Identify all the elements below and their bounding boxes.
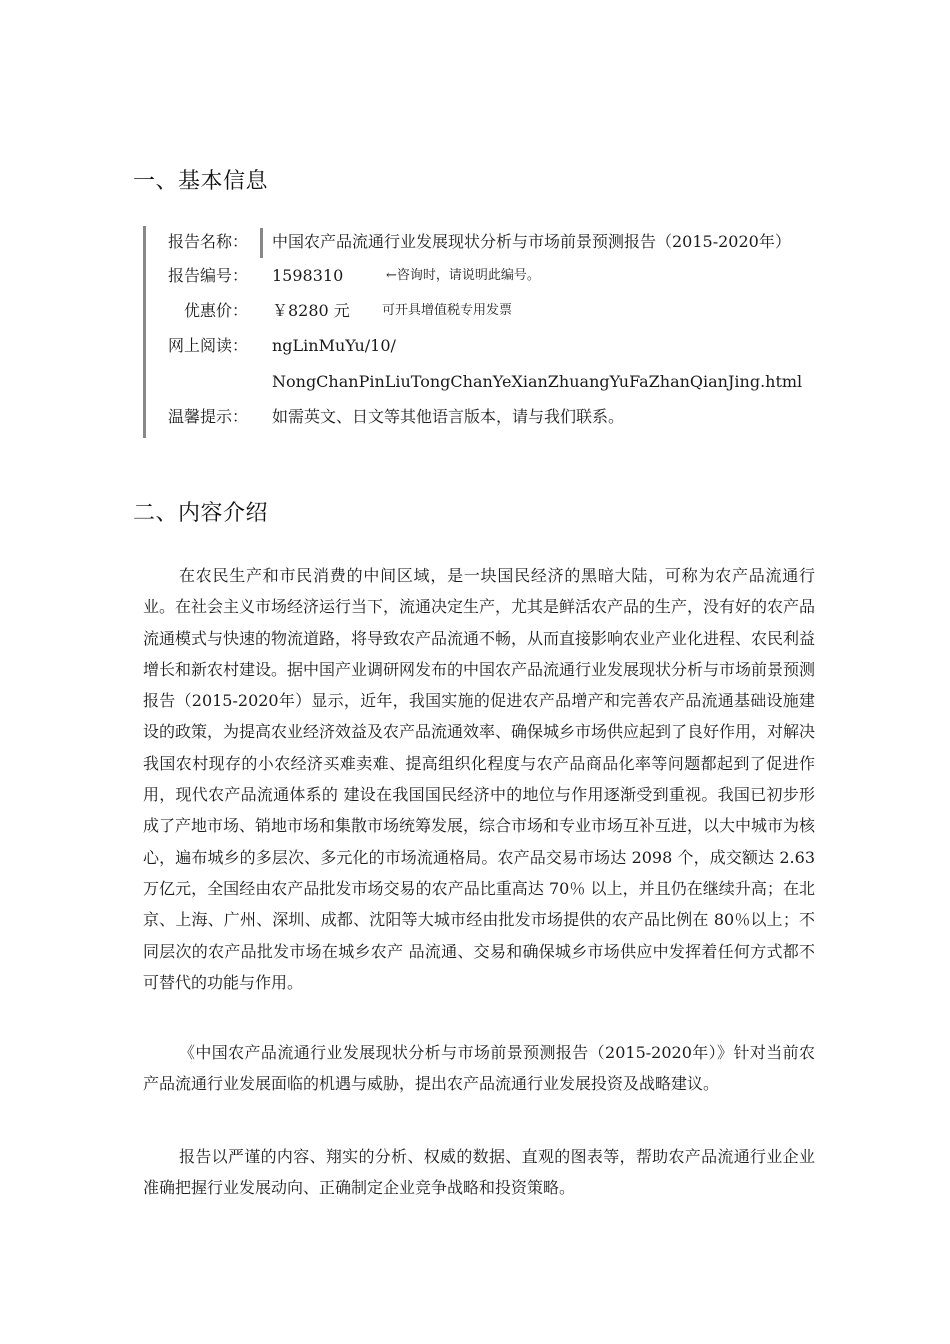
section-heading-content-intro: 二、内容介绍 <box>133 501 269 526</box>
report-name-label: 报告名称： <box>167 232 248 251</box>
intro-paragraph-1: 在农民生产和市民消费的中间区域，是一块国民经济的黑暗大陆，可称为农产品流通行 业。在社会主义市场经济运行当下，流通决定生产，尤其是鲜活农产品的生产，没有好的农产品流通模式与快速的物流道路，将导致农产品流通不畅，从而直接影响农业产业化进程、农民利益增长和新农村建设。据中国产业调研网发布的中国农产品流通行业发展现状分析与市场前景预测报告（2015-2020年）显示，近年，我国实施的促进农产品增产和完善农产品流通基础设施建设的政策，为提高农业经济效益及农产品流通效率、确保城乡市场供应起到了良好作用，对解决我国农村现存的小农经济买难卖难、提高组织化程度与农产品商品化率等问题都起到了促进作用，现代农产品流通体系的 建设在我国国民经济中的地位与作用逐渐受到重视。我国已初步形成了产地市场、销地市场和集散市场统筹发展，综合市场和专业市场互补互进，以大中城市为核 心，遍布城乡的多层次、多元化的市场流通格局。农产品交易市场达 2098 个，成交额达 2.63 万亿元，全国经由农产品批发市场交易的农产品比重高达 70％ 以上，并且仍在继续升高；在北京、上海、广州、深圳、成都、沈阳等大城市经由批发市场提供的农产品比例在 80％以上；不同层次的农产品批发市场在城乡农产 品流通、交易和确保城乡市场供应中发挥着任何方式都不可替代的功能与作用。 <box>143 566 816 992</box>
tip-label: 温馨提示： <box>167 407 248 426</box>
report-name-value: 中国农产品流通行业发展现状分析与市场前景预测报告（2015-2020年） <box>272 232 791 251</box>
report-id-value: 1598310 <box>272 266 344 285</box>
report-id-label: 报告编号： <box>167 266 248 285</box>
price-note: 可开具增值税专用发票 <box>382 303 513 318</box>
online-read-link-line2[interactable]: NongChanPinLiuTongChanYeXianZhuangYuFaZhanQianJing.html <box>272 372 803 391</box>
online-read-label: 网上阅读： <box>167 336 248 355</box>
tip-value: 如需英文、日文等其他语言版本，请与我们联系。 <box>272 407 625 426</box>
basic-info-box <box>143 226 826 438</box>
price-label: 优惠价： <box>184 301 249 320</box>
title-marker-bar <box>260 228 263 258</box>
price-value: ￥8280 元 <box>272 301 350 320</box>
report-id-note: ←咨询时，请说明此编号。 <box>386 268 540 283</box>
online-read-link-line1[interactable]: ngLinMuYu/10/ <box>272 336 396 355</box>
intro-paragraph-3: 报告以严谨的内容、翔实的分析、权威的数据、直观的图表等，帮助农产品流通行业企业准确把握行业发展动向、正确制定企业竞争战略和投资策略。 <box>143 1147 815 1198</box>
intro-paragraph-2: 《中国农产品流通行业发展现状分析与市场前景预测报告（2015-2020年）》针对当前农产品流通行业发展面临的机遇与威胁，提出农产品流通行业发展投资及战略建议。 <box>143 1043 815 1094</box>
section-heading-basic-info: 一、基本信息 <box>133 169 269 194</box>
